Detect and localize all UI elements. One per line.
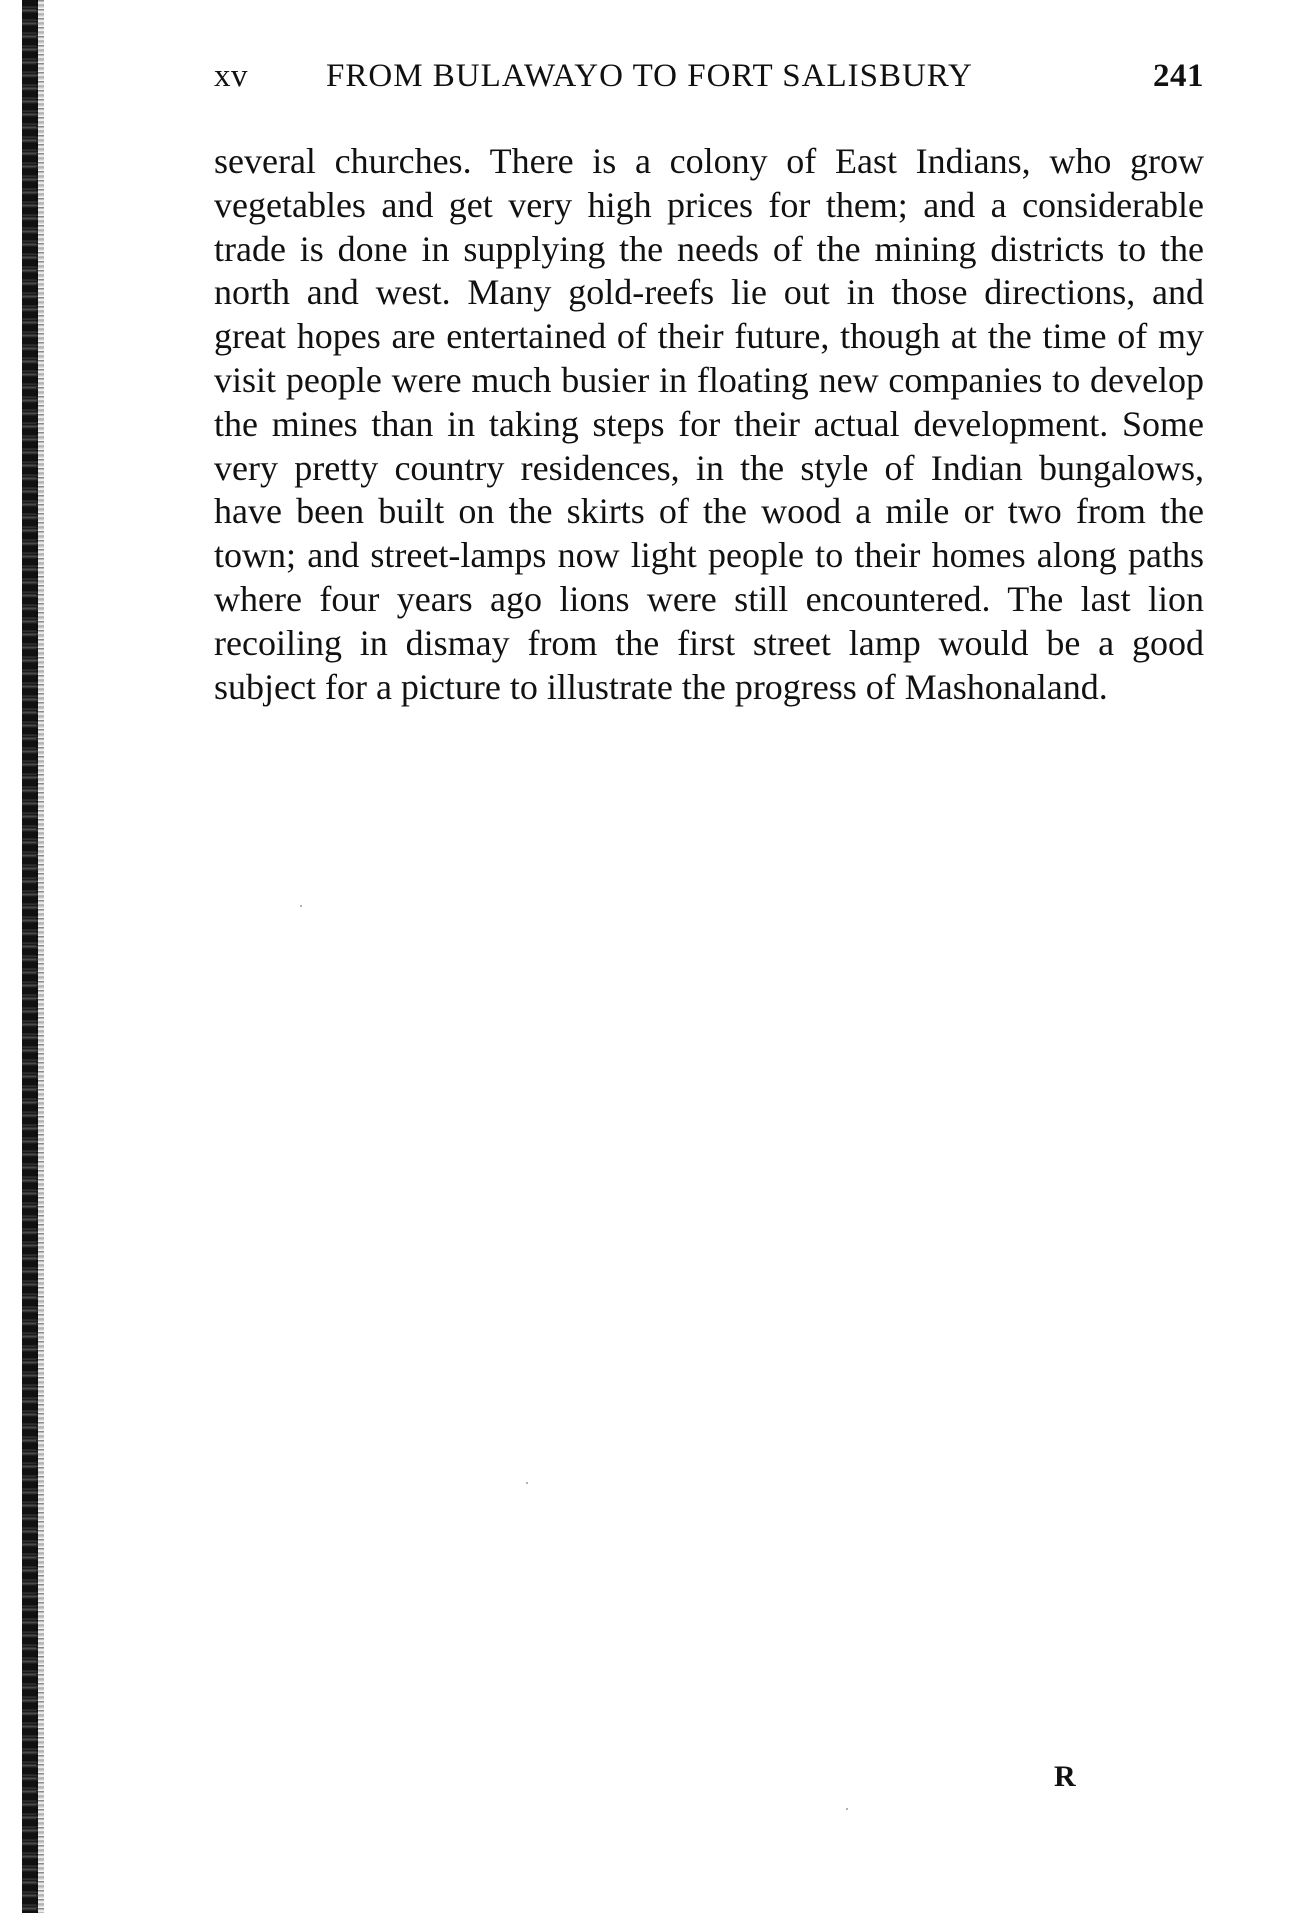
signature-mark: R [1054,1760,1076,1793]
paper-speck [300,905,302,907]
paper-speck [846,1808,848,1810]
paragraph: several churches. There is a colony of East Indians, who grow vegetables and get very high prices for them; and a considerable trade is done in supplying the needs of the mining districts to the north and west. Many gold-reefs lie out in those directions, and great hopes are entertained of their future, though at the time of my visit people were much busier in floating new companies to develop the mines than in taking steps for their actual development. Some very pretty country residences, in the style of Indian bungalows, have been built on the skirts of the wood a mile or two from the town; and street-lamps now light people to their homes along paths where four years ago lions were still encountered. The last lion recoiling in dismay from the first street lamp would be a good subject for a picture to illustrate the progress of Mashonaland. [214,141,1204,707]
page-number: 241 [1153,58,1204,94]
binding-shadow [36,0,44,1913]
running-head [214,58,1204,98]
paper-speck [526,1482,528,1484]
running-title: FROM BULAWAYO TO FORT SALISBURY [326,58,973,94]
body-text [214,140,1204,709]
chapter-number: xv [214,58,248,94]
